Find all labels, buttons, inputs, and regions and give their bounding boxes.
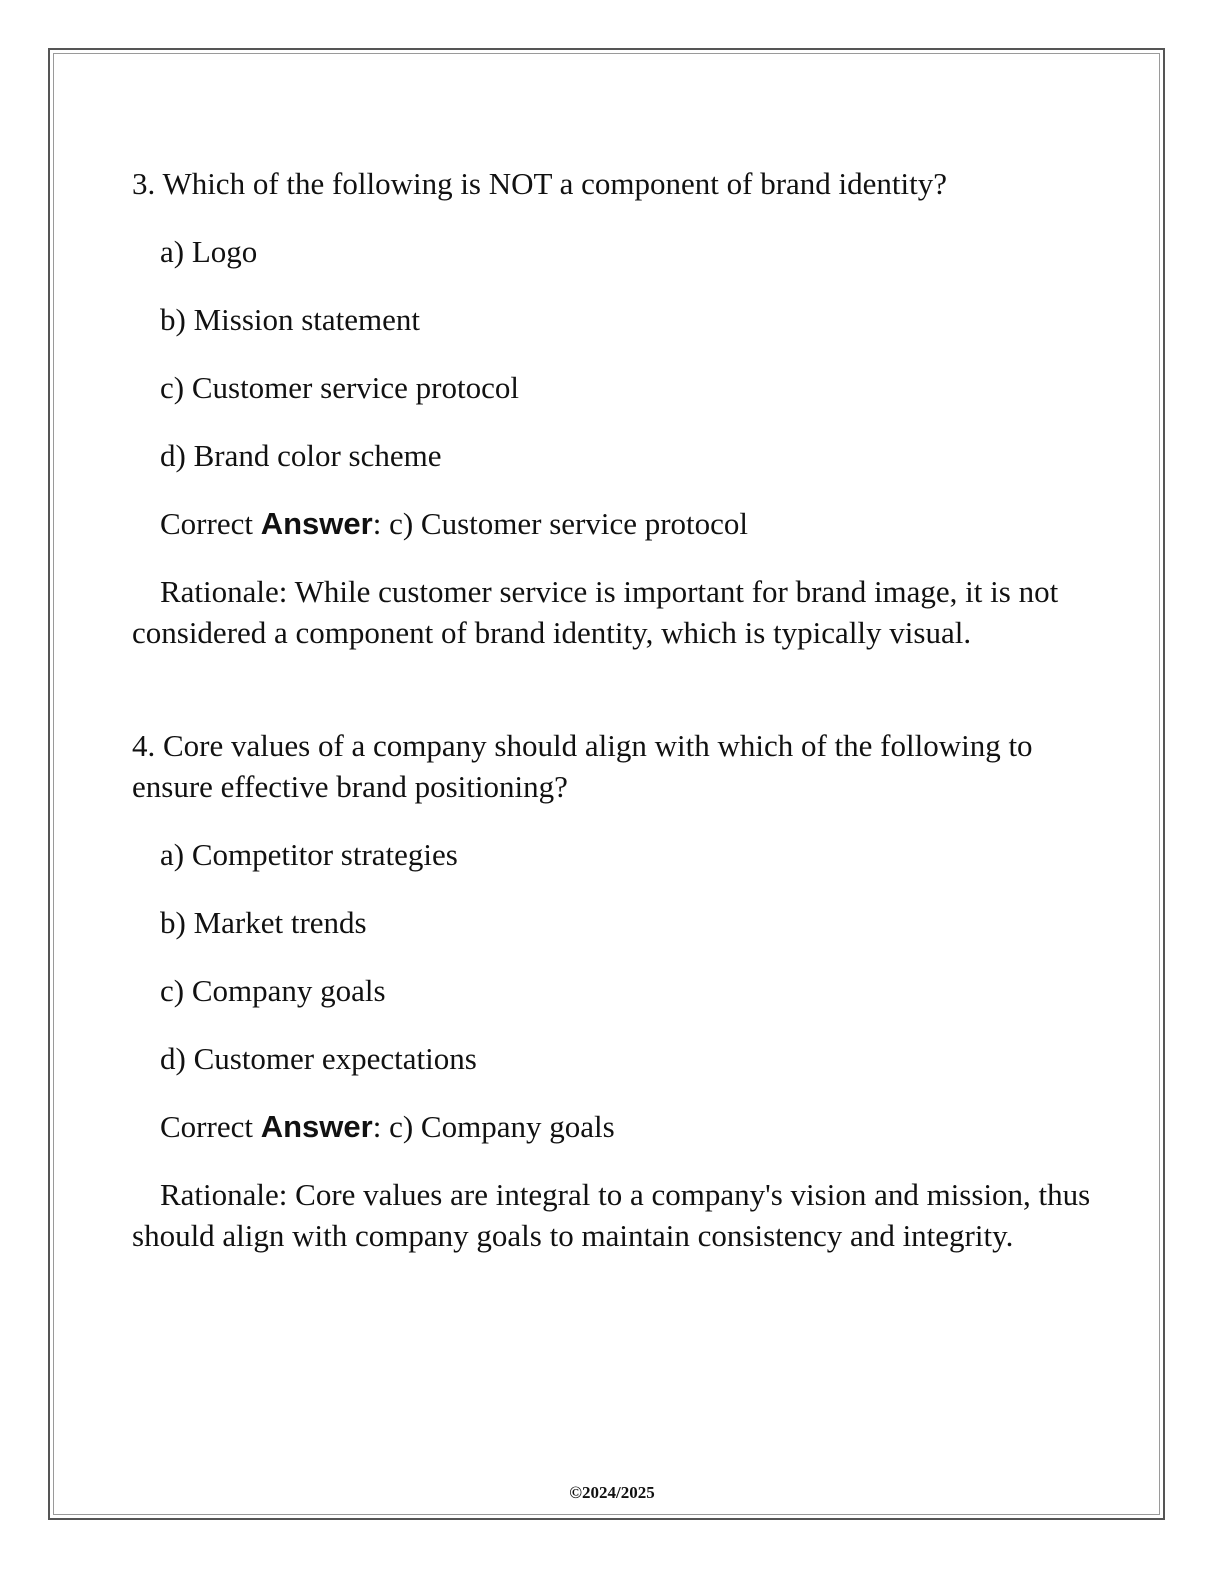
option-d: d) Customer expectations [160,1041,477,1076]
correct-answer [132,1106,1092,1147]
rationale: Rationale: While customer service is important for brand image, it is not considered a component of brand identity, which is typically visual. [132,574,1059,650]
option-b: b) Mission statement [160,302,421,337]
question-4 [132,725,1092,1256]
answer-prefix: Correct [160,506,261,541]
option-c: c) Company goals [160,973,386,1008]
correct-answer [132,503,1092,544]
page-content [132,163,1092,1256]
option-c: c) Customer service protocol [160,370,519,405]
answer-label: Answer [260,506,373,541]
rationale: Rationale: Core values are integral to a company's vision and mission, thus should align with company goals to maintain consistency and integrity. [132,1177,1091,1253]
answer-prefix: Correct [160,1109,261,1144]
option-a: a) Logo [160,234,258,269]
question-text: 4. Core values of a company should align with which of the following to ensure effective brand positioning? [132,728,1033,804]
answer-label: Answer [260,1109,373,1144]
copyright-footer: ©2024/2025 [569,1483,655,1502]
option-b: b) Market trends [160,905,367,940]
question-3 [132,163,1092,653]
option-d: d) Brand color scheme [160,438,442,473]
question-text: 3. Which of the following is NOT a component of brand identity? [132,166,948,201]
option-a: a) Competitor strategies [160,837,458,872]
answer-value: : c) Company goals [372,1109,615,1144]
answer-value: : c) Customer service protocol [372,506,749,541]
